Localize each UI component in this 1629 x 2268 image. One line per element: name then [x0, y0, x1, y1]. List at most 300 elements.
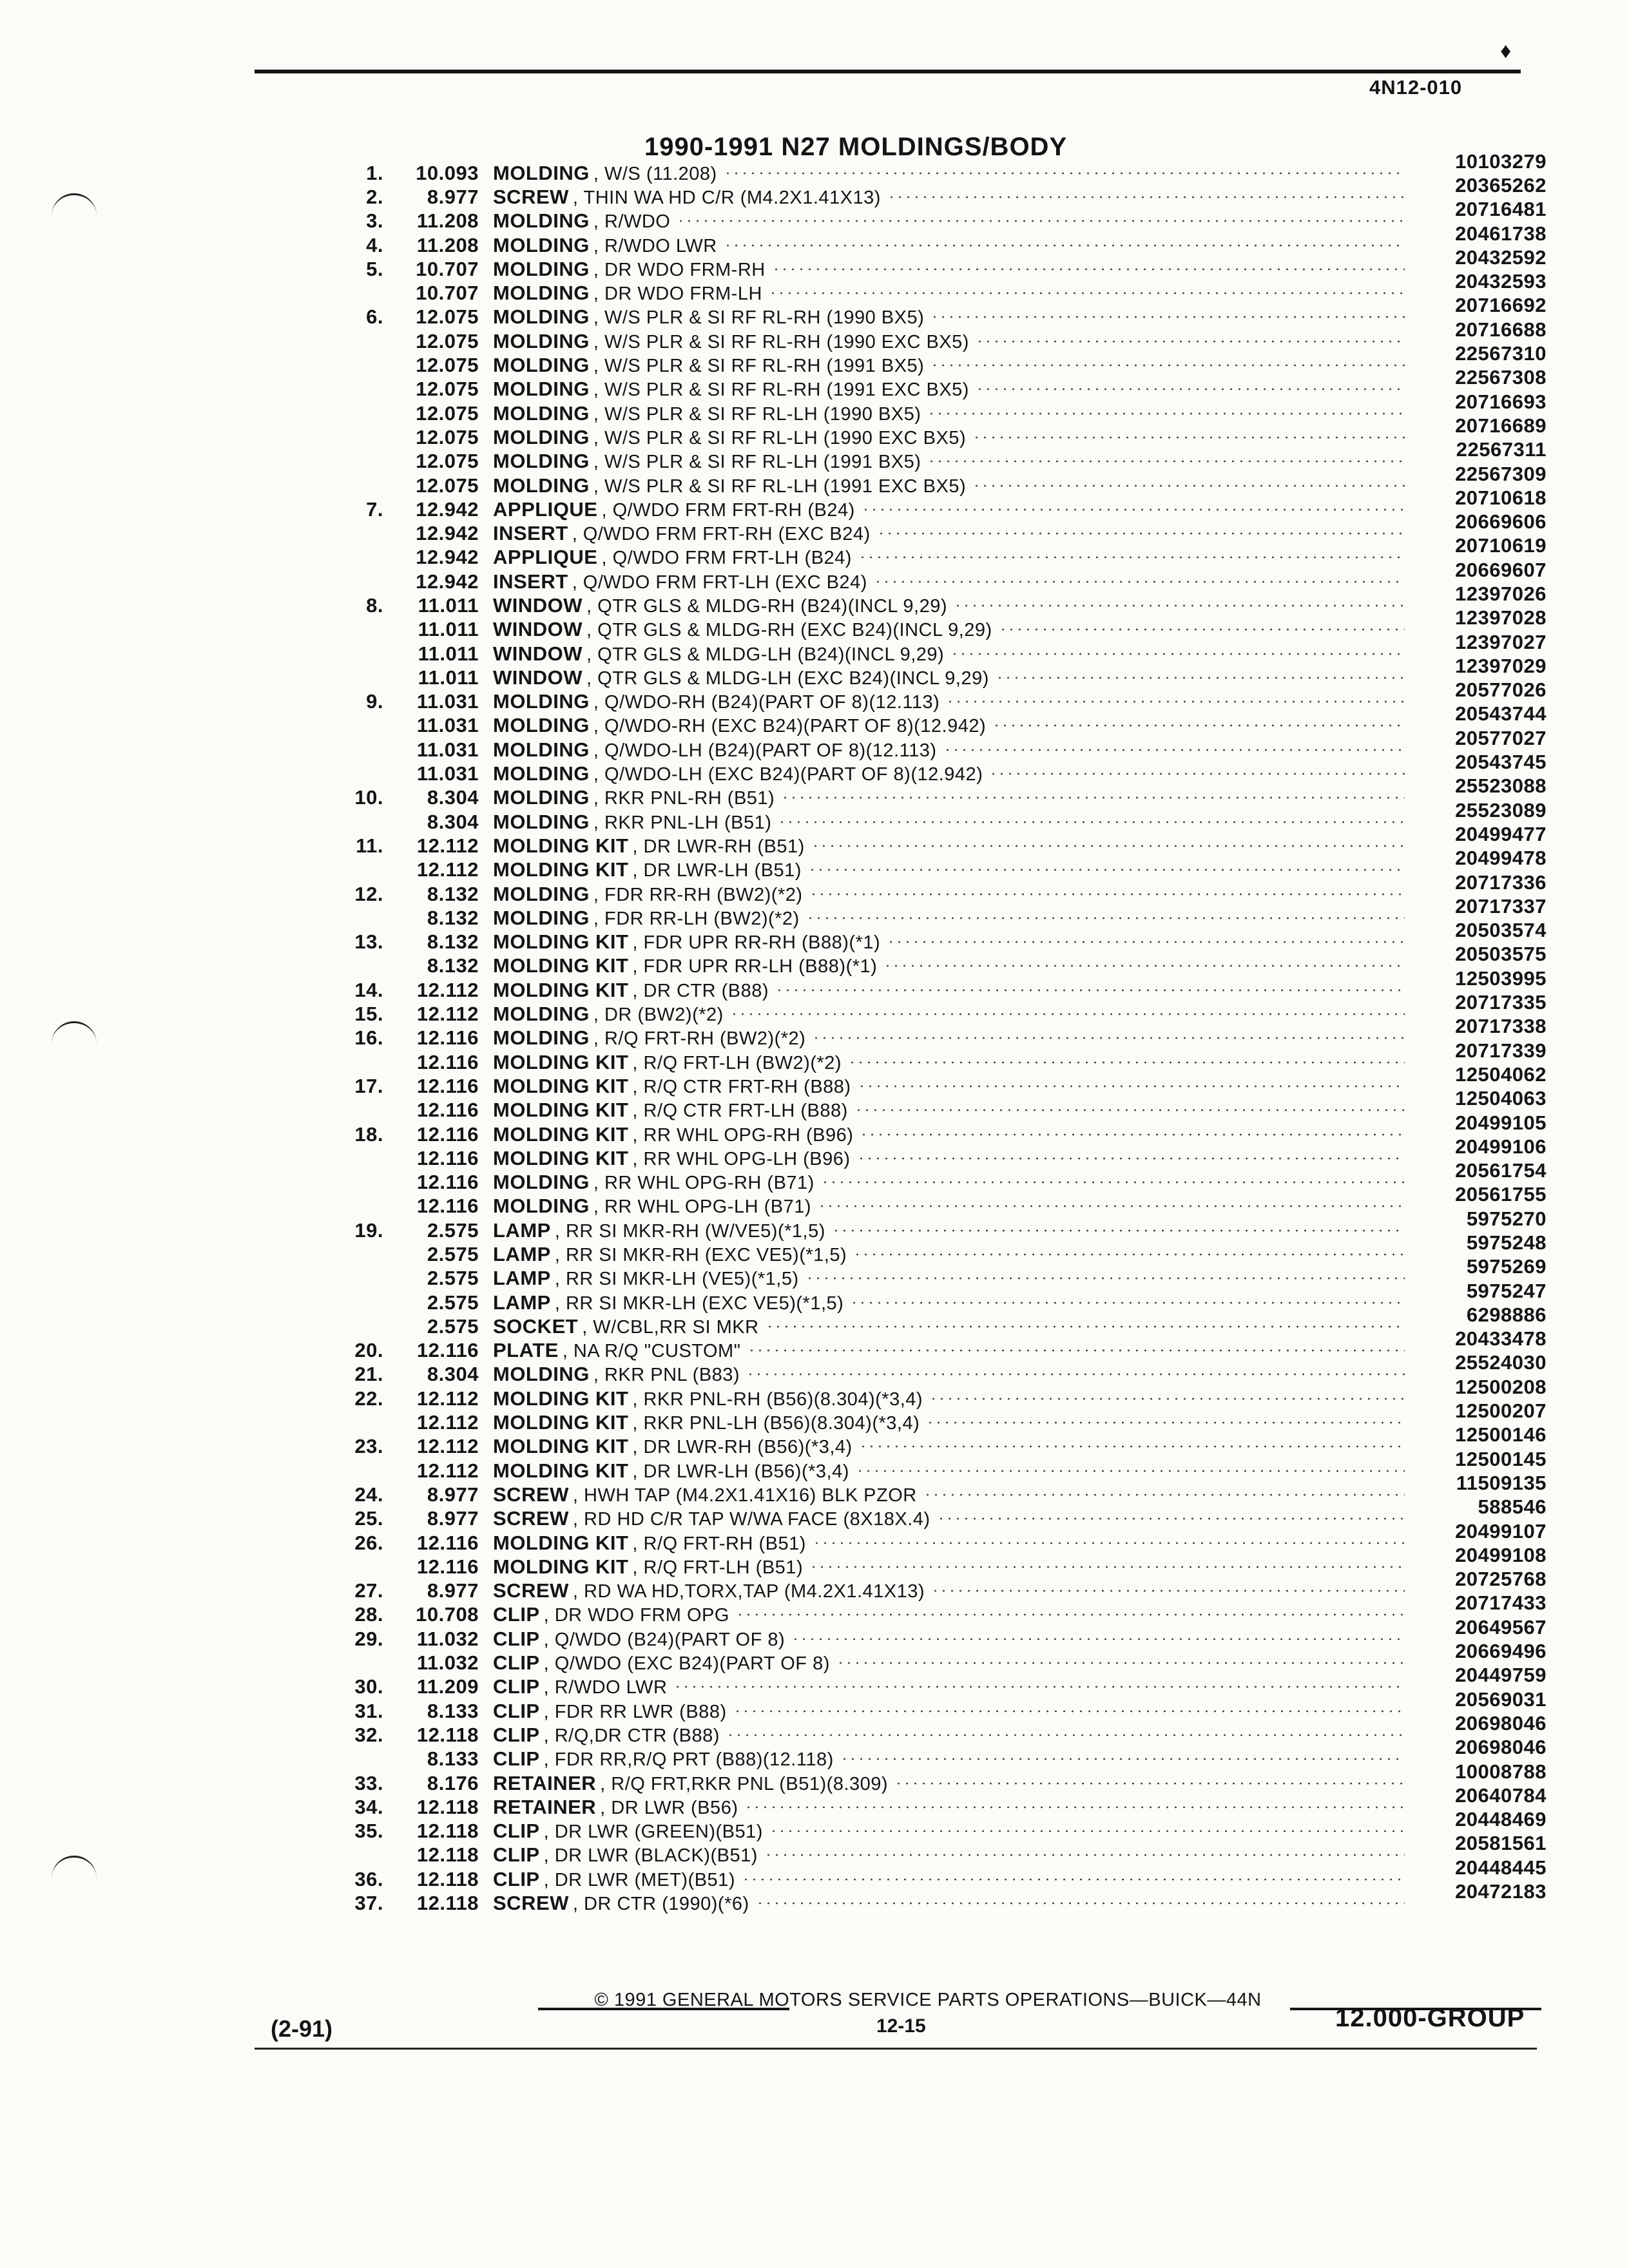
- part-description: [493, 1339, 741, 1362]
- part-name: SCREW: [493, 1507, 569, 1530]
- part-name: MOLDING: [493, 425, 590, 448]
- part-description: [493, 186, 881, 209]
- dot-leader: [818, 1203, 1405, 1209]
- part-number: 20640784: [1455, 1783, 1547, 1807]
- item-number: 25.: [354, 1507, 383, 1530]
- part-detail: , RD WA HD,TORX,TAP (M4.2X1.41X13): [572, 1581, 925, 1602]
- part-name: MOLDING KIT: [493, 1411, 629, 1434]
- part-number: 20698046: [1455, 1711, 1547, 1735]
- part-detail: , R/WDO LWR: [543, 1677, 668, 1698]
- part-name: PLATE: [493, 1339, 559, 1362]
- part-number: 20472183: [1455, 1880, 1547, 1903]
- part-name: CLIP: [493, 1820, 540, 1843]
- part-description: [493, 402, 921, 425]
- part-number: 11509135: [1456, 1471, 1547, 1494]
- illustration-ref: 8.132: [427, 882, 479, 905]
- parts-list: [322, 149, 1547, 1925]
- part-number: 12500145: [1455, 1447, 1547, 1470]
- part-detail: , RKR PNL (B83): [593, 1365, 740, 1386]
- part-name: MOLDING: [493, 1003, 590, 1026]
- dot-leader: [976, 386, 1405, 392]
- item-number: 2.: [366, 185, 383, 208]
- item-number: 8.: [366, 593, 383, 617]
- part-description: [493, 1123, 853, 1146]
- part-name: MOLDING: [493, 257, 590, 280]
- part-detail: , RR SI MKR-LH (EXC VE5)(*1,5): [554, 1293, 844, 1314]
- dot-leader: [724, 170, 1405, 177]
- table-row: [322, 222, 1547, 257]
- illustration-ref: 12.075: [416, 450, 479, 473]
- part-name: APPLIQUE: [493, 546, 598, 569]
- illustration-ref: 12.116: [416, 1171, 479, 1194]
- part-name: LAMP: [493, 1218, 551, 1242]
- part-number: 12504062: [1455, 1062, 1547, 1086]
- dot-leader: [950, 651, 1405, 657]
- illustration-ref: 12.942: [416, 546, 479, 569]
- part-description: [493, 1555, 803, 1579]
- scan-mark: [52, 1856, 97, 1883]
- part-detail: , W/S PLR & SI RF RL-LH (1990 BX5): [593, 403, 921, 425]
- part-detail: , RR WHL OPG-RH (B96): [632, 1124, 854, 1146]
- part-description: [493, 1411, 920, 1434]
- dot-leader: [756, 1900, 1405, 1907]
- part-number: 10103279: [1455, 149, 1547, 173]
- part-name: MOLDING KIT: [493, 930, 629, 954]
- part-description: [493, 907, 800, 930]
- dot-leader: [874, 579, 1405, 585]
- dot-leader: [775, 987, 1405, 994]
- part-number: 25523088: [1455, 774, 1547, 798]
- part-name: MOLDING KIT: [493, 1099, 629, 1122]
- item-number: 12.: [354, 882, 383, 905]
- ink-mark: ♦: [1500, 39, 1512, 63]
- dot-leader: [930, 362, 1405, 369]
- dot-leader: [769, 1828, 1405, 1834]
- part-detail: , QTR GLS & MLDG-LH (B24)(INCL 9,29): [586, 644, 945, 665]
- part-detail: , RKR PNL-RH (B56)(8.304)(*3,4): [632, 1389, 923, 1410]
- dot-leader: [972, 434, 1405, 441]
- part-description: [493, 642, 944, 666]
- part-number: 20710618: [1455, 486, 1547, 509]
- part-number: 20710619: [1455, 534, 1547, 557]
- part-detail: , DR CTR (B88): [632, 980, 769, 1001]
- part-detail: , RR WHL OPG-LH (B96): [632, 1148, 851, 1169]
- dot-leader: [809, 891, 1405, 898]
- illustration-ref: 12.942: [416, 522, 479, 545]
- part-description: [493, 762, 983, 785]
- part-name: RETAINER: [493, 1795, 597, 1818]
- dot-leader: [929, 1396, 1405, 1402]
- item-number: 7.: [366, 497, 383, 521]
- part-number: 20499106: [1455, 1135, 1547, 1158]
- item-number: 13.: [354, 930, 383, 954]
- illustration-ref: 12.112: [416, 978, 479, 1001]
- part-number: 12397027: [1455, 630, 1547, 653]
- part-detail: , RKR PNL-LH (B51): [593, 812, 772, 833]
- illustration-ref: 12.075: [416, 474, 479, 497]
- part-name: CLIP: [493, 1627, 540, 1650]
- part-number: 20717339: [1455, 1039, 1547, 1062]
- illustration-ref: 8.977: [427, 1483, 479, 1506]
- dot-leader: [926, 1419, 1405, 1426]
- part-number: 20499108: [1455, 1543, 1547, 1566]
- part-detail: , RR WHL OPG-LH (B71): [593, 1196, 812, 1218]
- dot-leader: [857, 1155, 1405, 1162]
- illustration-ref: 10.707: [416, 282, 479, 305]
- item-number: 11.: [356, 834, 383, 857]
- part-number: 20669496: [1455, 1640, 1547, 1663]
- part-detail: , FDR RR LWR (B88): [543, 1701, 727, 1722]
- part-name: MOLDING KIT: [493, 834, 629, 857]
- part-description: [493, 546, 852, 569]
- part-detail: , W/CBL,RR SI MKR: [582, 1316, 759, 1338]
- item-number: 21.: [354, 1363, 383, 1386]
- illustration-ref: 11.031: [416, 714, 479, 737]
- dot-leader: [858, 1083, 1405, 1090]
- illustration-ref: 12.112: [416, 858, 479, 881]
- item-number: 1.: [366, 161, 383, 184]
- part-name: WINDOW: [493, 642, 583, 665]
- part-description: [493, 1147, 851, 1170]
- part-number: 20717337: [1455, 894, 1547, 918]
- part-name: MOLDING: [493, 810, 590, 833]
- part-name: MOLDING: [493, 209, 590, 233]
- part-number: 20503574: [1455, 919, 1547, 942]
- part-name: MOLDING KIT: [493, 1074, 629, 1097]
- item-number: 24.: [354, 1483, 383, 1506]
- part-name: CLIP: [493, 1723, 540, 1746]
- part-detail: , Q/WDO-LH (B24)(PART OF 8)(12.113): [593, 740, 937, 761]
- part-detail: , FDR RR-LH (BW2)(*2): [593, 908, 800, 929]
- item-number: 10.: [354, 786, 383, 809]
- revision-date: (2-91): [271, 2015, 333, 2042]
- dot-leader: [883, 963, 1405, 969]
- part-description: [493, 234, 717, 257]
- part-number: 6298886: [1466, 1303, 1547, 1326]
- part-number: 25524030: [1455, 1351, 1547, 1374]
- part-name: LAMP: [493, 1291, 551, 1314]
- dot-leader: [927, 410, 1405, 417]
- part-detail: , W/S PLR & SI RF RL-LH (1991 EXC BX5): [593, 476, 967, 497]
- part-description: [493, 1675, 667, 1698]
- part-name: LAMP: [493, 1243, 551, 1265]
- part-number: 22567308: [1455, 366, 1547, 389]
- part-detail: , R/Q FRT-RH (BW2)(*2): [593, 1028, 806, 1050]
- copyright-notice: © 1991 GENERAL MOTORS SERVICE PARTS OPERATIONS—BUICK—44N: [594, 1990, 1262, 2010]
- part-description: [493, 834, 805, 858]
- illustration-ref: 12.112: [416, 1003, 479, 1026]
- part-name: MOLDING KIT: [493, 1050, 629, 1073]
- part-detail: , Q/WDO FRM FRT-RH (B24): [601, 499, 855, 521]
- illustration-ref: 11.208: [416, 233, 479, 256]
- part-detail: , DR LWR (GREEN)(B51): [543, 1821, 763, 1843]
- part-number: 20365262: [1455, 173, 1547, 197]
- dot-leader: [887, 939, 1405, 945]
- part-number: 12504063: [1455, 1087, 1547, 1110]
- illustration-ref: 12.116: [416, 1026, 479, 1050]
- part-name: SCREW: [493, 1892, 569, 1915]
- dot-leader: [894, 1780, 1405, 1787]
- part-detail: , Q/WDO (EXC B24)(PART OF 8): [543, 1653, 830, 1675]
- part-detail: , R/Q CTR FRT-LH (B88): [632, 1100, 848, 1122]
- illustration-ref: 12.116: [416, 1555, 479, 1578]
- part-description: [493, 1435, 853, 1458]
- part-number: 22567309: [1455, 462, 1547, 485]
- part-detail: , DR LWR (BLACK)(B51): [543, 1845, 758, 1867]
- illustration-ref: 8.132: [427, 906, 479, 929]
- illustration-ref: 12.112: [416, 1411, 479, 1434]
- part-description: [493, 209, 670, 233]
- part-detail: , Q/WDO FRM FRT-LH (B24): [601, 548, 852, 569]
- illustration-ref: 11.011: [418, 618, 479, 641]
- part-name: CLIP: [493, 1747, 540, 1771]
- table-row: [322, 1880, 1547, 1915]
- illustration-ref: 12.116: [416, 1339, 479, 1362]
- part-description: [493, 1459, 849, 1483]
- part-detail: , RR SI MKR-LH (VE5)(*1,5): [554, 1269, 799, 1290]
- page-number: 12-15: [876, 2015, 926, 2037]
- illustration-ref: 12.075: [416, 354, 479, 377]
- part-number: 20499107: [1455, 1519, 1547, 1542]
- part-name: CLIP: [493, 1843, 540, 1867]
- part-detail: , W/S PLR & SI RF RL-RH (1991 EXC BX5): [593, 380, 969, 401]
- illustration-ref: 2.575: [427, 1314, 479, 1338]
- dot-leader: [805, 1275, 1405, 1282]
- part-number: 20717338: [1455, 1015, 1547, 1038]
- item-number: 31.: [354, 1699, 383, 1722]
- part-detail: , DR WDO FRM-LH: [593, 284, 762, 305]
- dot-leader: [862, 506, 1405, 513]
- dot-leader: [989, 771, 1405, 777]
- part-description: [493, 811, 771, 834]
- item-number: 14.: [354, 978, 383, 1001]
- item-number: 29.: [354, 1627, 383, 1650]
- part-detail: , QTR GLS & MLDG-LH (EXC B24)(INCL 9,29): [586, 668, 989, 689]
- dot-leader: [972, 483, 1405, 489]
- illustration-ref: 12.075: [416, 378, 479, 401]
- part-description: [493, 1651, 830, 1675]
- item-number: 23.: [354, 1435, 383, 1458]
- part-number: 20543744: [1455, 702, 1547, 726]
- part-name: MOLDING: [493, 762, 590, 785]
- part-detail: , Q/WDO-RH (EXC B24)(PART OF 8)(12.942): [593, 716, 987, 737]
- part-description: [493, 258, 766, 281]
- table-row: [322, 991, 1547, 1026]
- part-description: [493, 1507, 930, 1530]
- part-name: MOLDING: [493, 305, 590, 329]
- dot-leader: [791, 1636, 1405, 1642]
- part-number: 20448445: [1455, 1856, 1547, 1879]
- table-row: [322, 1640, 1547, 1675]
- part-number: 20717336: [1455, 870, 1547, 894]
- part-name: WINDOW: [493, 618, 583, 641]
- part-name: CLIP: [493, 1867, 540, 1890]
- dot-leader: [733, 1708, 1405, 1715]
- part-name: MOLDING: [493, 329, 590, 352]
- item-number: 3.: [366, 209, 383, 233]
- group-code: 12.000-GROUP: [1335, 2004, 1525, 2032]
- dot-leader: [840, 1756, 1405, 1762]
- table-row: [322, 919, 1547, 954]
- illustration-ref: 2.575: [427, 1218, 479, 1242]
- part-detail: , R/Q FRT-LH (B51): [632, 1557, 804, 1578]
- part-description: [493, 1003, 724, 1026]
- dot-leader: [992, 722, 1405, 729]
- part-number: 12500208: [1455, 1375, 1547, 1398]
- part-name: WINDOW: [493, 666, 583, 689]
- part-number: 20577027: [1455, 726, 1547, 749]
- item-number: 6.: [366, 305, 383, 329]
- part-name: RETAINER: [493, 1771, 597, 1794]
- part-number: 5975247: [1466, 1279, 1547, 1302]
- part-detail: , FDR UPR RR-LH (B88)(*1): [632, 956, 878, 977]
- dot-leader: [806, 915, 1405, 921]
- illustration-ref: 8.977: [427, 1579, 479, 1602]
- part-number: 20499477: [1455, 822, 1547, 845]
- dot-leader: [726, 1732, 1405, 1738]
- part-detail: , RD HD C/R TAP W/WA FACE (8X18X.4): [572, 1509, 930, 1530]
- illustration-ref: 8.132: [427, 954, 479, 977]
- part-name: MOLDING: [493, 354, 590, 377]
- part-description: [493, 954, 877, 977]
- part-number: 20449759: [1455, 1664, 1547, 1687]
- dot-leader: [781, 794, 1405, 801]
- illustration-ref: 12.112: [416, 1387, 479, 1410]
- part-detail: , R/WDO: [593, 211, 671, 233]
- item-number: 19.: [354, 1218, 383, 1242]
- table-row: [322, 342, 1547, 377]
- dot-leader: [836, 1660, 1405, 1666]
- item-number: 36.: [354, 1867, 383, 1890]
- item-number: 33.: [354, 1771, 383, 1794]
- part-name: MOLDING KIT: [493, 978, 629, 1001]
- part-description: [493, 1267, 799, 1290]
- part-number: 20561755: [1455, 1183, 1547, 1206]
- illustration-ref: 8.977: [427, 1507, 479, 1530]
- part-name: SCREW: [493, 1579, 569, 1602]
- dot-leader: [746, 1371, 1405, 1378]
- part-name: MOLDING: [493, 1171, 590, 1194]
- part-detail: , W/S PLR & SI RF RL-RH (1991 BX5): [593, 356, 925, 377]
- part-name: MOLDING: [493, 1026, 590, 1050]
- item-number: 37.: [354, 1892, 383, 1915]
- part-number: 20716692: [1455, 294, 1547, 317]
- illustration-ref: 11.032: [416, 1651, 479, 1675]
- part-detail: , RR SI MKR-RH (EXC VE5)(*1,5): [554, 1245, 847, 1265]
- part-name: MOLDING: [493, 1195, 590, 1218]
- part-description: [493, 426, 966, 449]
- part-number: 12500146: [1455, 1423, 1547, 1446]
- part-detail: , DR (BW2)(*2): [593, 1004, 724, 1026]
- illustration-ref: 12.116: [416, 1531, 479, 1554]
- part-detail: , FDR RR-RH (BW2)(*2): [593, 884, 803, 905]
- part-name: MOLDING: [493, 401, 590, 425]
- illustration-ref: 11.208: [416, 209, 479, 233]
- dot-leader: [673, 1684, 1405, 1690]
- part-name: SOCKET: [493, 1314, 579, 1338]
- dot-leader: [769, 290, 1405, 296]
- dot-leader: [850, 1300, 1405, 1306]
- dot-leader: [931, 1588, 1405, 1594]
- part-description: [493, 1532, 806, 1555]
- part-detail: , RKR PNL-LH (B56)(8.304)(*3,4): [632, 1413, 920, 1434]
- illustration-ref: 11.011: [418, 593, 479, 617]
- illustration-ref: 8.304: [427, 786, 479, 809]
- part-description: [493, 594, 947, 617]
- illustration-ref: 10.708: [416, 1603, 479, 1626]
- part-description: [493, 1243, 847, 1266]
- part-detail: , QTR GLS & MLDG-RH (EXC B24)(INCL 9,29): [586, 620, 992, 641]
- part-name: LAMP: [493, 1267, 551, 1290]
- part-description: [493, 1387, 923, 1410]
- part-name: MOLDING: [493, 450, 590, 473]
- part-detail: , W/S (11.208): [593, 163, 717, 184]
- part-number: 20669606: [1455, 510, 1547, 533]
- part-number: 5975270: [1466, 1207, 1547, 1230]
- part-detail: , DR WDO FRM-RH: [593, 259, 766, 280]
- part-description: [493, 354, 924, 377]
- part-name: MOLDING: [493, 474, 590, 497]
- dot-leader: [887, 194, 1405, 200]
- part-detail: , DR CTR (1990)(*6): [572, 1894, 749, 1915]
- part-number: 20716688: [1455, 318, 1547, 341]
- part-number: 20581561: [1455, 1832, 1547, 1855]
- part-name: MOLDING KIT: [493, 1531, 629, 1554]
- dot-leader: [859, 1443, 1405, 1450]
- illustration-ref: 12.942: [416, 570, 479, 593]
- part-number: 20448469: [1455, 1808, 1547, 1831]
- dot-leader: [809, 1564, 1405, 1570]
- part-number: 20577026: [1455, 678, 1547, 702]
- part-name: CLIP: [493, 1603, 540, 1626]
- item-number: 20.: [354, 1339, 383, 1362]
- part-description: [493, 282, 762, 305]
- part-description: [493, 714, 986, 737]
- table-row: [322, 1087, 1547, 1122]
- dot-leader: [937, 1515, 1405, 1522]
- part-number: 5975248: [1466, 1231, 1547, 1254]
- part-description: [493, 1843, 758, 1867]
- dot-leader: [858, 554, 1405, 561]
- dot-leader: [812, 1035, 1405, 1041]
- table-row: [322, 198, 1547, 233]
- part-description: [493, 1700, 727, 1723]
- part-number: 10008788: [1455, 1760, 1547, 1783]
- part-number: 12503995: [1455, 966, 1547, 990]
- item-number: 27.: [354, 1579, 383, 1602]
- dot-leader: [813, 1540, 1405, 1546]
- part-number: 20461738: [1455, 222, 1547, 245]
- part-description: [493, 618, 992, 641]
- part-number: 20499478: [1455, 847, 1547, 870]
- illustration-ref: 12.112: [416, 834, 479, 857]
- dot-leader: [854, 1107, 1405, 1113]
- illustration-ref: 12.116: [416, 1074, 479, 1097]
- illustration-ref: 8.176: [427, 1771, 479, 1794]
- part-detail: , FDR RR,R/Q PRT (B88)(12.118): [543, 1749, 834, 1771]
- part-description: [493, 786, 775, 809]
- part-detail: , HWH TAP (M4.2X1.41X16) BLK PZOR: [572, 1485, 917, 1506]
- part-number: 20432592: [1455, 245, 1547, 269]
- part-detail: , R/WDO LWR: [593, 235, 717, 256]
- part-description: [493, 522, 871, 545]
- item-number: 28.: [354, 1603, 383, 1626]
- part-description: [493, 979, 769, 1002]
- dot-leader: [764, 1852, 1405, 1858]
- part-description: [493, 305, 924, 329]
- part-number: 20716481: [1455, 198, 1547, 221]
- item-number: 35.: [354, 1820, 383, 1843]
